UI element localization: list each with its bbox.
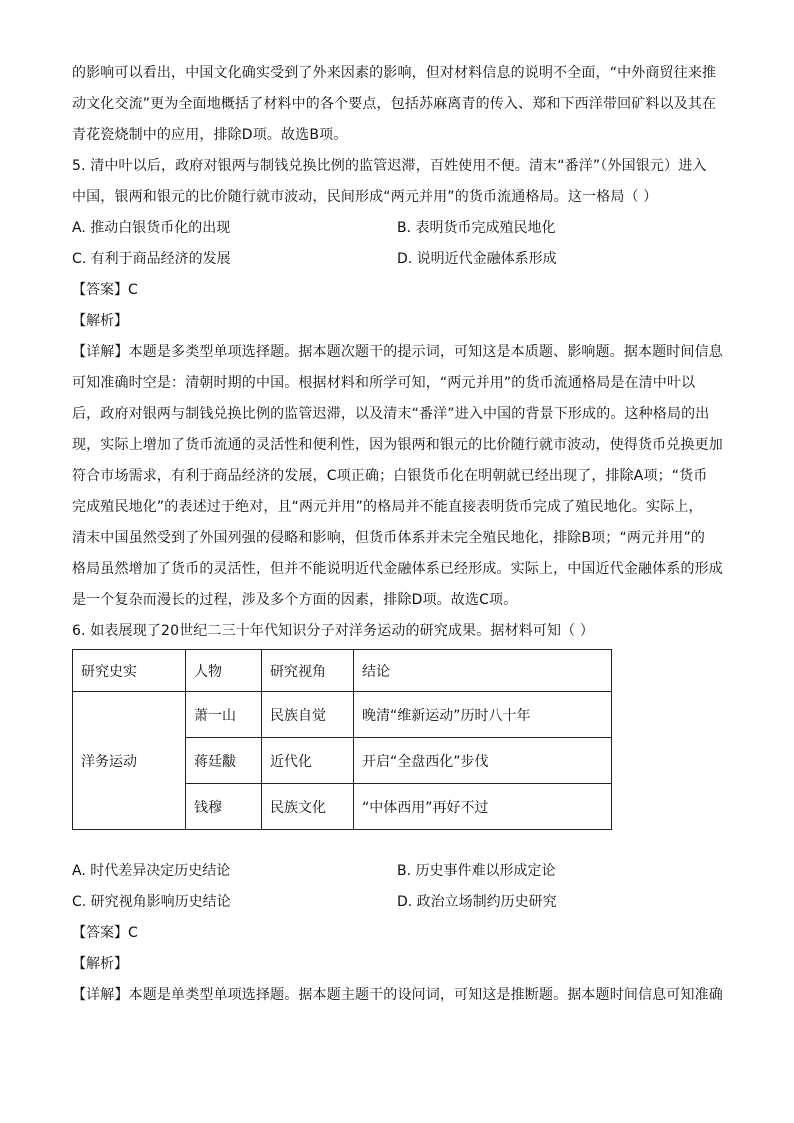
option-c: C. 研究视角影响历史结论 [72, 894, 231, 910]
detail-line: 【详解】本题是单类型单项选择题。据本题主题干的设问词，可知这是推断题。据本题时间信息可知准确 [72, 987, 723, 1003]
options-row [72, 244, 724, 275]
option-a: A. 时代差异决定历史结论 [72, 863, 231, 879]
option-a: A. 推动白银货币化的出现 [72, 220, 231, 236]
question-6 [72, 616, 724, 1011]
options-row [72, 856, 724, 887]
table-cell-person: 蒋廷黻 [186, 738, 262, 784]
option-b: B. 历史事件难以形成定论 [397, 863, 556, 879]
answer-label: 【答案】C [72, 925, 138, 941]
table-header-row [73, 650, 612, 692]
option-d: D. 政治立场制约历史研究 [397, 894, 557, 910]
option-c: C. 有利于商品经济的发展 [72, 251, 231, 267]
detail-line: 格局虽然增加了货币的灵活性，但并不能说明近代金融体系已经形成。实际上，中国近代金融体系的形成 [72, 561, 723, 577]
option-b: B. 表明货币完成殖民地化 [397, 220, 556, 236]
analysis-label: 【解析】 [72, 313, 128, 329]
table-row [73, 692, 612, 738]
table-cell-perspective: 民族文化 [262, 784, 354, 830]
detail-line: 完成殖民地化”的表述过于绝对，且“两元并用”的格局并不能直接表明货币完成了殖民地化。实际上， [72, 499, 703, 515]
document-page [72, 58, 724, 1011]
previous-answer-tail [72, 58, 724, 151]
option-d: D. 说明近代金融体系形成 [397, 251, 557, 267]
table-cell-perspective: 民族自觉 [262, 692, 354, 738]
table-header-cell: 人物 [186, 650, 262, 692]
text-line: 动文化交流”更为全面地概括了材料中的各个要点，包括苏麻离青的传入、郑和下西洋带回矿料以及其在 [72, 96, 717, 112]
research-table [72, 649, 612, 830]
detail-line: 现，实际上增加了货币流通的灵活性和便利性，因为银两和银元的比价随行就市波动，使得货币兑换更加 [72, 437, 723, 453]
detail-line: 清末中国虽然受到了外国列强的侵略和影响，但货币体系并未完全殖民地化，排除B项；“两元并用”的 [72, 530, 706, 546]
analysis-label: 【解析】 [72, 956, 128, 972]
table-cell-perspective: 近代化 [262, 738, 354, 784]
question-stem-line: 6. 如表展现了20世纪二三十年代知识分子对洋务运动的研究成果。据材料可知（ ） [72, 623, 595, 639]
question-stem-line: 5. 清中叶以后，政府对银两与制钱兑换比例的监管迟滞，百姓使用不便。清末“番洋”（外国银元）进入 [72, 158, 707, 174]
question-stem-line: 中国，银两和银元的比价随行就市波动，民间形成“两元并用”的货币流通格局。这一格局（ ） [72, 189, 658, 205]
detail-line: 符合市场需求，有利于商品经济的发展，C项正确；白银货币化在明朝就已经出现了，排除A项；“货币 [72, 468, 708, 484]
detail-line: 可知准确时空是：清朝时期的中国。根据材料和所学可知，“两元并用”的货币流通格局是在清中叶以 [72, 375, 696, 391]
detail-line: 【详解】本题是多类型单项选择题。据本题次题干的提示词，可知这是本质题、影响题。据本题时间信息 [72, 344, 723, 360]
options-row [72, 887, 724, 918]
options-row [72, 213, 724, 244]
table-header-cell: 结论 [354, 650, 612, 692]
question-5 [72, 151, 724, 616]
table-header-cell: 研究视角 [262, 650, 354, 692]
table-cell-person: 钱穆 [186, 784, 262, 830]
detail-line: 后，政府对银两与制钱兑换比例的监管迟滞，以及清末“番洋”进入中国的背景下形成的。这种格局的出 [72, 406, 710, 422]
table-cell-person: 萧一山 [186, 692, 262, 738]
text-line: 青花瓷烧制中的应用，排除D项。故选B项。 [72, 127, 348, 143]
table-cell-conclusion: 晚清“维新运动”历时八十年 [354, 692, 612, 738]
table-cell-conclusion: 开启“全盘西化”步伐 [354, 738, 612, 784]
detail-line: 是一个复杂而漫长的过程，涉及多个方面的因素，排除D项。故选C项。 [72, 592, 518, 608]
detail-explanation [72, 337, 724, 616]
table-cell-conclusion: “中体西用”再好不过 [354, 784, 612, 830]
table-header-cell: 研究史实 [73, 650, 186, 692]
text-line: 的影响可以看出，中国文化确实受到了外来因素的影响，但对材料信息的说明不全面，“中外商贸往来推 [72, 65, 717, 81]
answer-label: 【答案】C [72, 282, 138, 298]
table-cell-fact: 洋务运动 [73, 692, 186, 830]
